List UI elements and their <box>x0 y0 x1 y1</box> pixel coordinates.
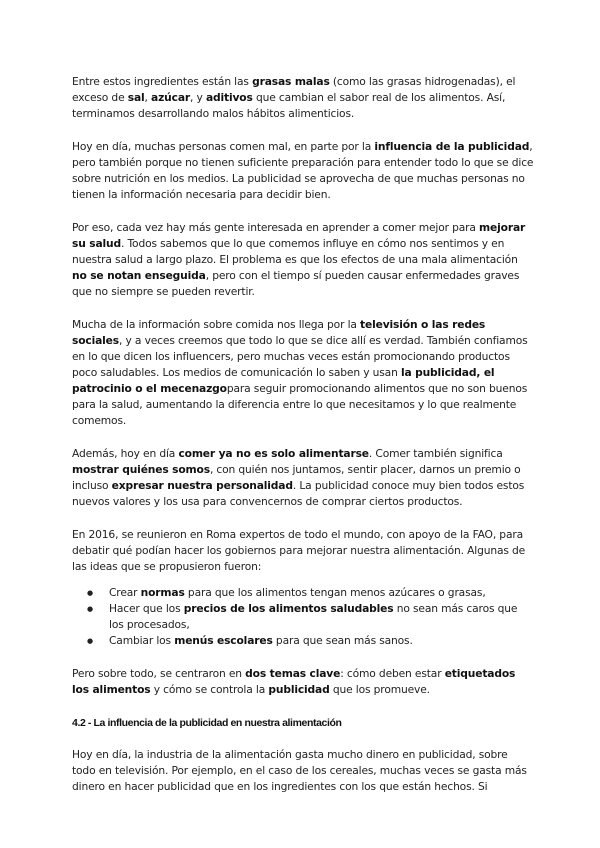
list-item: ● Cambiar los menús escolares para que sean más sanos. <box>72 633 534 649</box>
emphasis-text: normas <box>140 586 185 599</box>
emphasis-text: televisión o las redes sociales <box>72 318 486 347</box>
emphasis-text: comer ya no es solo alimentarse <box>178 447 369 460</box>
paragraph-advertising-influence: Hoy en día, muchas personas comen mal, en parte por la influencia de la publicidad, pero también porque no tienen suficiente preparación para entender todo lo que se dice sobre nutrición en los medios. La publicidad se aprovecha de que muchas personas no tienen la información necesaria para decidir bien. <box>72 140 534 201</box>
emphasis-text: azúcar <box>151 91 191 104</box>
section-heading: 4.2 - La influencia de la publicidad en nuestra alimentación <box>72 717 342 729</box>
paragraph-fao-meeting: En 2016, se reunieron en Roma expertos de todo el mundo, con apoyo de la FAO, para debatir qué podían hacer los gobiernos para mejorar nuestra alimentación. Algunas de las ideas que se propusieron fueron: <box>72 528 526 573</box>
emphasis-text: dos temas clave <box>245 667 341 680</box>
emphasis-text: menús escolares <box>174 634 273 647</box>
paragraph-health-interest: Por eso, cada vez hay más gente interesada en aprender a comer mejor para mejorar su salud. Todos sabemos que lo que comemos influye en cómo nos sentimos y en nuestra salud a largo plazo. El problema es que los efectos de una mala alimentación no se notan enseguida, pero con el tiempo sí pueden causar enfermedades graves que no siempre se pueden revertir. <box>72 221 526 298</box>
emphasis-text: grasas malas <box>252 75 330 88</box>
paragraph-key-topics: Pero sobre todo, se centraron en dos temas clave: cómo deben estar etiquetados los alimentos y cómo se controla la publicidad que los promueve. <box>72 667 516 696</box>
emphasis-text: mostrar quiénes somos <box>72 463 210 476</box>
emphasis-text: aditivos <box>205 91 253 104</box>
document-page <box>72 74 534 812</box>
list-item: ● Hacer que los precios de los alimentos saludables no sean más caros que los procesados, <box>72 601 534 633</box>
paragraph-industry-spending: Hoy en día, la industria de la alimentación gasta mucho dinero en publicidad, sobre todo en televisión. Por ejemplo, en el caso de los cereales, muchas veces se gasta más dinero en hacer publicidad que en los ingredientes con los que están hechos. Si <box>72 748 527 793</box>
emphasis-text: no se notan enseguida <box>72 269 206 282</box>
emphasis-text: expresar nuestra personalidad <box>111 479 293 492</box>
emphasis-text: sal <box>127 91 145 104</box>
paragraph-food-identity: Además, hoy en día comer ya no es solo alimentarse. Comer también significa mostrar quiénes somos, con quién nos juntamos, sentir placer, darnos un premio o incluso expresar nuestra personalidad. La publicidad conoce muy bien todos estos nuevos valores y los usa para convencernos de comprar ciertos productos. <box>72 447 525 508</box>
paragraph-ingredients: Entre estos ingredientes están las grasas malas (como las grasas hidrogenadas), el exceso de sal, azúcar, y aditivos que cambian el sabor real de los alimentos. Así, terminamos desarrollando malos hábitos alimenticios. <box>72 75 516 120</box>
list-item: ● Crear normas para que los alimentos tengan menos azúcares o grasas, <box>72 585 534 601</box>
emphasis-text: precios de los alimentos saludables <box>183 602 394 615</box>
emphasis-text: publicidad <box>268 683 330 696</box>
emphasis-text: mejorar su salud <box>72 221 526 250</box>
emphasis-text: influencia de la publicidad <box>374 140 530 153</box>
emphasis-text: la publicidad, el patrocinio o el mecenazgo <box>72 366 495 395</box>
paragraph-media-information: Mucha de la información sobre comida nos llega por la televisión o las redes sociales, y a veces creemos que todo lo que se dice allí es verdad. También confiamos en lo que dicen los influencers, pero muchas veces están promocionando productos poco saludables. Los medios de comunicación lo saben y usan la publicidad, el patrocinio o el mecenazgopara seguir promocionando alimentos que no son buenos para la salud, aumentando la diferencia entre lo que necesitamos y lo que realmente comemos. <box>72 318 528 427</box>
proposal-list <box>72 585 534 649</box>
emphasis-text: etiquetados los alimentos <box>72 667 516 696</box>
